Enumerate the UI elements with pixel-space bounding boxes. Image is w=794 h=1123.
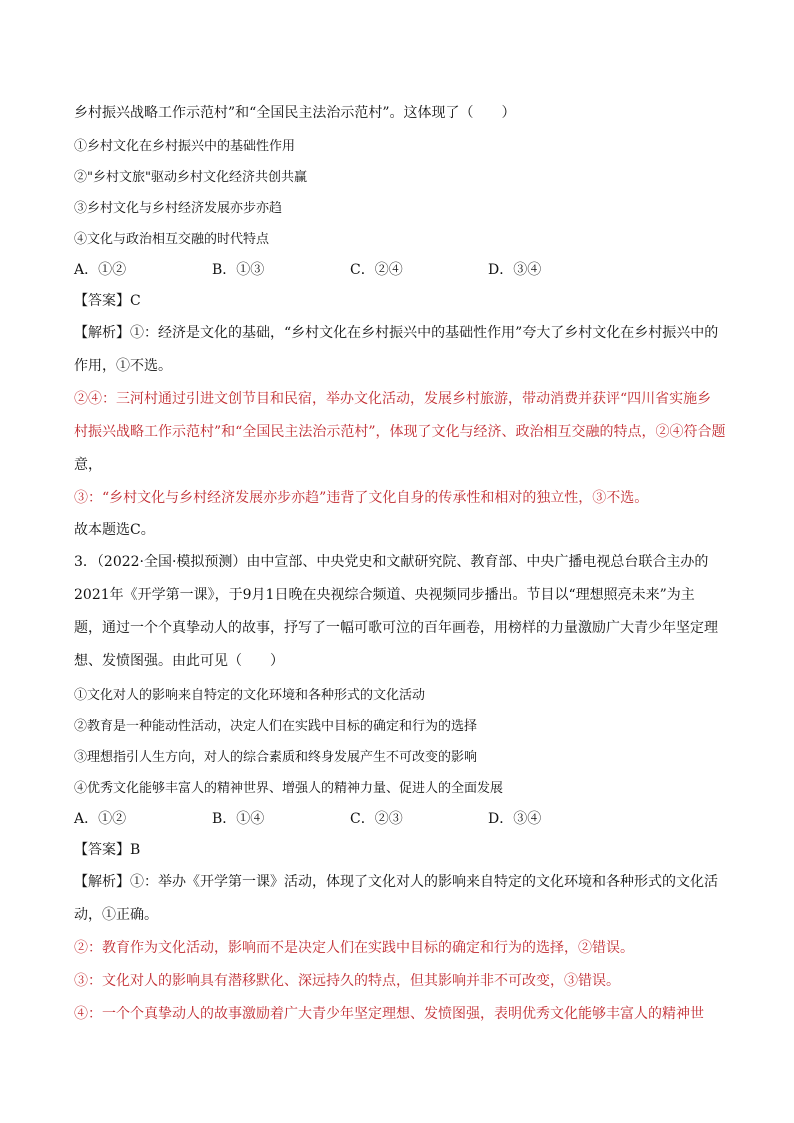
q2-analysis-1: 【解析】①：经济是文化的基础，“乡村文化在乡村振兴中的基础性作用”夸大了乡村文化在乡村振兴中的 — [74, 325, 719, 341]
q2-item-2: ②"乡村文旅"驱动乡村文化经济共创共赢 — [74, 170, 307, 185]
q2-item-1: ①乡村文化在乡村振兴中的基础性作用 — [74, 139, 296, 154]
q2-analysis-4: 村振兴战略工作示范村”和“全国民主法治示范村”，体现了文化与经济、政治相互交融的特点，②④符合题 — [74, 424, 726, 440]
q2-analysis-2: 作用，①不选。 — [74, 358, 172, 374]
q3-answer: 【答案】B — [74, 842, 141, 858]
q2-answer: 【答案】C — [74, 293, 141, 309]
q2-item-4: ④文化与政治相互交融的时代特点 — [74, 232, 270, 247]
q3-option-b: B．①④ — [212, 811, 265, 827]
q3-analysis-4: ③：文化对人的影响具有潜移默化、深远持久的特点，但其影响并非不可改变，③错误。 — [74, 973, 620, 989]
q2-options — [74, 255, 722, 286]
q2-option-c: C．②④ — [350, 262, 403, 278]
q3-item-3: ③理想指引人生方向，对人的综合素质和终身发展产生不可改变的影响 — [74, 750, 478, 765]
q3-option-c: C．②③ — [350, 811, 403, 827]
q3-item-2: ②教育是一种能动性活动，决定人们在实践中目标的确定和行为的选择 — [74, 719, 478, 734]
q3-item-4: ④优秀文化能够丰富人的精神世界、增强人的精神力量、促进人的全面发展 — [74, 781, 504, 796]
q3-analysis-1: 【解析】①：举办《开学第一课》活动，体现了文化对人的影响来自特定的文化环境和各种形式的文化活 — [74, 874, 718, 890]
q2-stem-tail: 乡村振兴战略工作示范村”和“全国民主法治示范村”。这体现了（ ） — [74, 105, 516, 121]
q3-options — [74, 804, 722, 835]
q3-stem-3: 题，通过一个个真挚动人的故事，抒写了一幅可歌可泣的百年画卷，用榜样的力量激励广大青少年坚定理 — [74, 620, 718, 636]
q2-option-d: D．③④ — [488, 262, 542, 278]
q2-option-b: B．①③ — [212, 262, 265, 278]
q3-analysis-2: 动，①正确。 — [74, 907, 158, 923]
document-content — [74, 98, 726, 1031]
q3-item-1: ①文化对人的影响来自特定的文化环境和各种形式的文化活动 — [74, 688, 426, 703]
q3-analysis-5: ④：一个个真挚动人的故事激励着广大青少年坚定理想、发愤图强，表明优秀文化能够丰富人的精神世 — [74, 1006, 704, 1022]
q3-option-a: A．①② — [74, 811, 127, 827]
q3-stem-1: 3．（2022·全国·模拟预测）由中宣部、中央党史和文献研究院、教育部、中央广播电视总台联合主办的 — [74, 554, 709, 570]
q2-analysis-3: ②④：三河村通过引进文创节目和民宿，举办文化活动，发展乡村旅游，带动消费并获评“四川省实施乡 — [74, 391, 712, 407]
q2-analysis-6: ③：“乡村文化与乡村经济发展亦步亦趋”违背了文化自身的传承性和相对的独立性，③不选。 — [74, 490, 649, 506]
q3-analysis-3: ②：教育作为文化活动，影响而不是决定人们在实践中目标的确定和行为的选择，②错误。 — [74, 940, 634, 956]
q3-option-d: D．③④ — [488, 811, 542, 827]
q2-analysis-5: 意， — [74, 457, 102, 473]
q2-option-a: A．①② — [74, 262, 127, 278]
q2-analysis-7: 故本题选C。 — [74, 522, 155, 538]
q3-stem-4: 想、发愤图强。由此可见（ ） — [74, 653, 284, 669]
q3-stem-2: 2021年《开学第一课》，于9月1日晚在央视综合频道、央视频同步播出。节目以“理想照亮未来”为主 — [74, 587, 695, 603]
q2-item-3: ③乡村文化与乡村经济发展亦步亦趋 — [74, 201, 283, 216]
